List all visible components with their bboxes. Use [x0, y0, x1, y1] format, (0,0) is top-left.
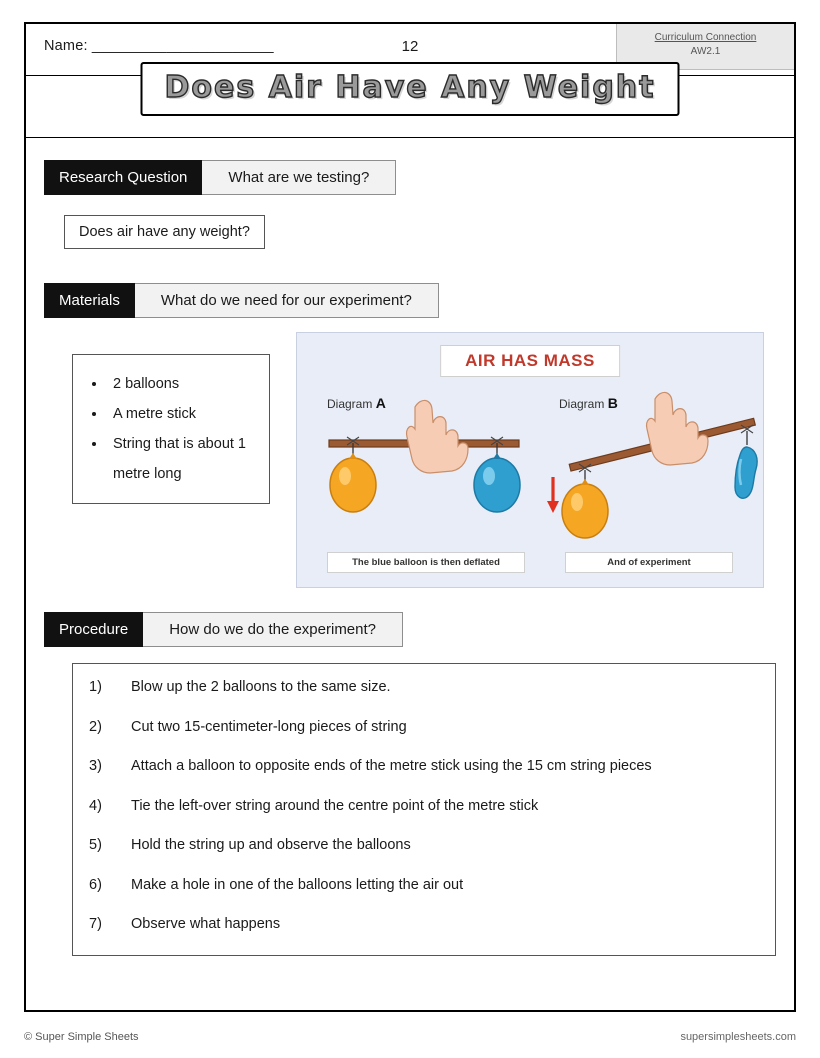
diagram-illustration [297, 333, 765, 589]
step-text: Make a hole in one of the balloons letting the air out [131, 876, 464, 893]
procedure-label: Procedure [44, 612, 143, 647]
worksheet-frame [24, 22, 796, 1012]
research-question-header [44, 160, 794, 195]
air-has-mass-diagram [296, 332, 764, 588]
blue-balloon-a [474, 453, 520, 512]
page-title-box [141, 62, 680, 116]
procedure-prompt: How do we do the experiment? [143, 612, 403, 647]
materials-label: Materials [44, 283, 135, 318]
research-question-prompt: What are we testing? [202, 160, 396, 195]
list-item [89, 915, 759, 935]
procedure-section [44, 612, 794, 956]
step-number: 4) [89, 797, 102, 814]
page-footer [24, 1026, 796, 1048]
diagram-b-label: Diagram B [559, 395, 618, 411]
deflated-blue-balloon-b [735, 447, 757, 498]
name-field-label[interactable]: Name: ______________________ [44, 38, 274, 54]
hand-icon-b [647, 392, 708, 465]
step-text: Attach a balloon to opposite ends of the metre stick using the 15 cm string pieces [131, 758, 652, 775]
hand-icon-a [407, 400, 468, 473]
research-question-answer[interactable]: Does air have any weight? [64, 215, 265, 249]
step-text: Hold the string up and observe the balloons [131, 837, 411, 854]
materials-header [44, 283, 794, 318]
materials-body [44, 332, 794, 594]
list-item [89, 718, 759, 738]
down-arrow-icon [547, 477, 559, 513]
research-question-section [44, 160, 794, 249]
title-band [26, 70, 794, 138]
diagram-caption-b: And of experiment [565, 552, 733, 573]
list-item: • 2 balloons [107, 369, 259, 399]
curriculum-connection-code: AW2.1 [690, 45, 721, 57]
step-text: Observe what happens [131, 916, 281, 933]
footer-website: supersimplesheets.com [680, 1031, 796, 1043]
step-number: 5) [89, 837, 102, 854]
step-number: 2) [89, 718, 102, 735]
materials-section [44, 283, 794, 594]
materials-list-box [72, 354, 270, 504]
list-item [89, 797, 759, 817]
diagram-caption-a: The blue balloon is then deflated [327, 552, 525, 573]
step-number: 7) [89, 916, 102, 933]
diagram-title: AIR HAS MASS [440, 345, 620, 377]
orange-balloon-b [562, 479, 608, 538]
list-item [89, 836, 759, 856]
step-text: Blow up the 2 balloons to the same size. [131, 679, 391, 695]
research-question-label: Research Question [44, 160, 202, 195]
list-item: • A metre stick [107, 399, 259, 429]
step-number: 6) [89, 876, 102, 893]
materials-prompt: What do we need for our experiment? [135, 283, 439, 318]
diagram-a-label: Diagram A [327, 395, 386, 411]
step-text: Tie the left-over string around the centre point of the metre stick [131, 797, 539, 814]
procedure-header [44, 612, 794, 647]
page-number: 12 [401, 38, 419, 55]
step-text: Cut two 15-centimeter-long pieces of string [131, 718, 407, 735]
procedure-steps-box [72, 663, 776, 956]
step-number: 3) [89, 758, 102, 775]
page-title: Does Air Have Any Weight [164, 70, 656, 105]
list-item: • String that is about 1 metre long [107, 429, 259, 489]
footer-copyright: © Super Simple Sheets [24, 1031, 139, 1043]
step-number: 1) [89, 679, 102, 695]
list-item [89, 757, 759, 777]
curriculum-connection-title: Curriculum Connection [654, 32, 757, 43]
list-item [89, 876, 759, 896]
orange-balloon-a [330, 453, 376, 512]
list-item [89, 678, 759, 698]
